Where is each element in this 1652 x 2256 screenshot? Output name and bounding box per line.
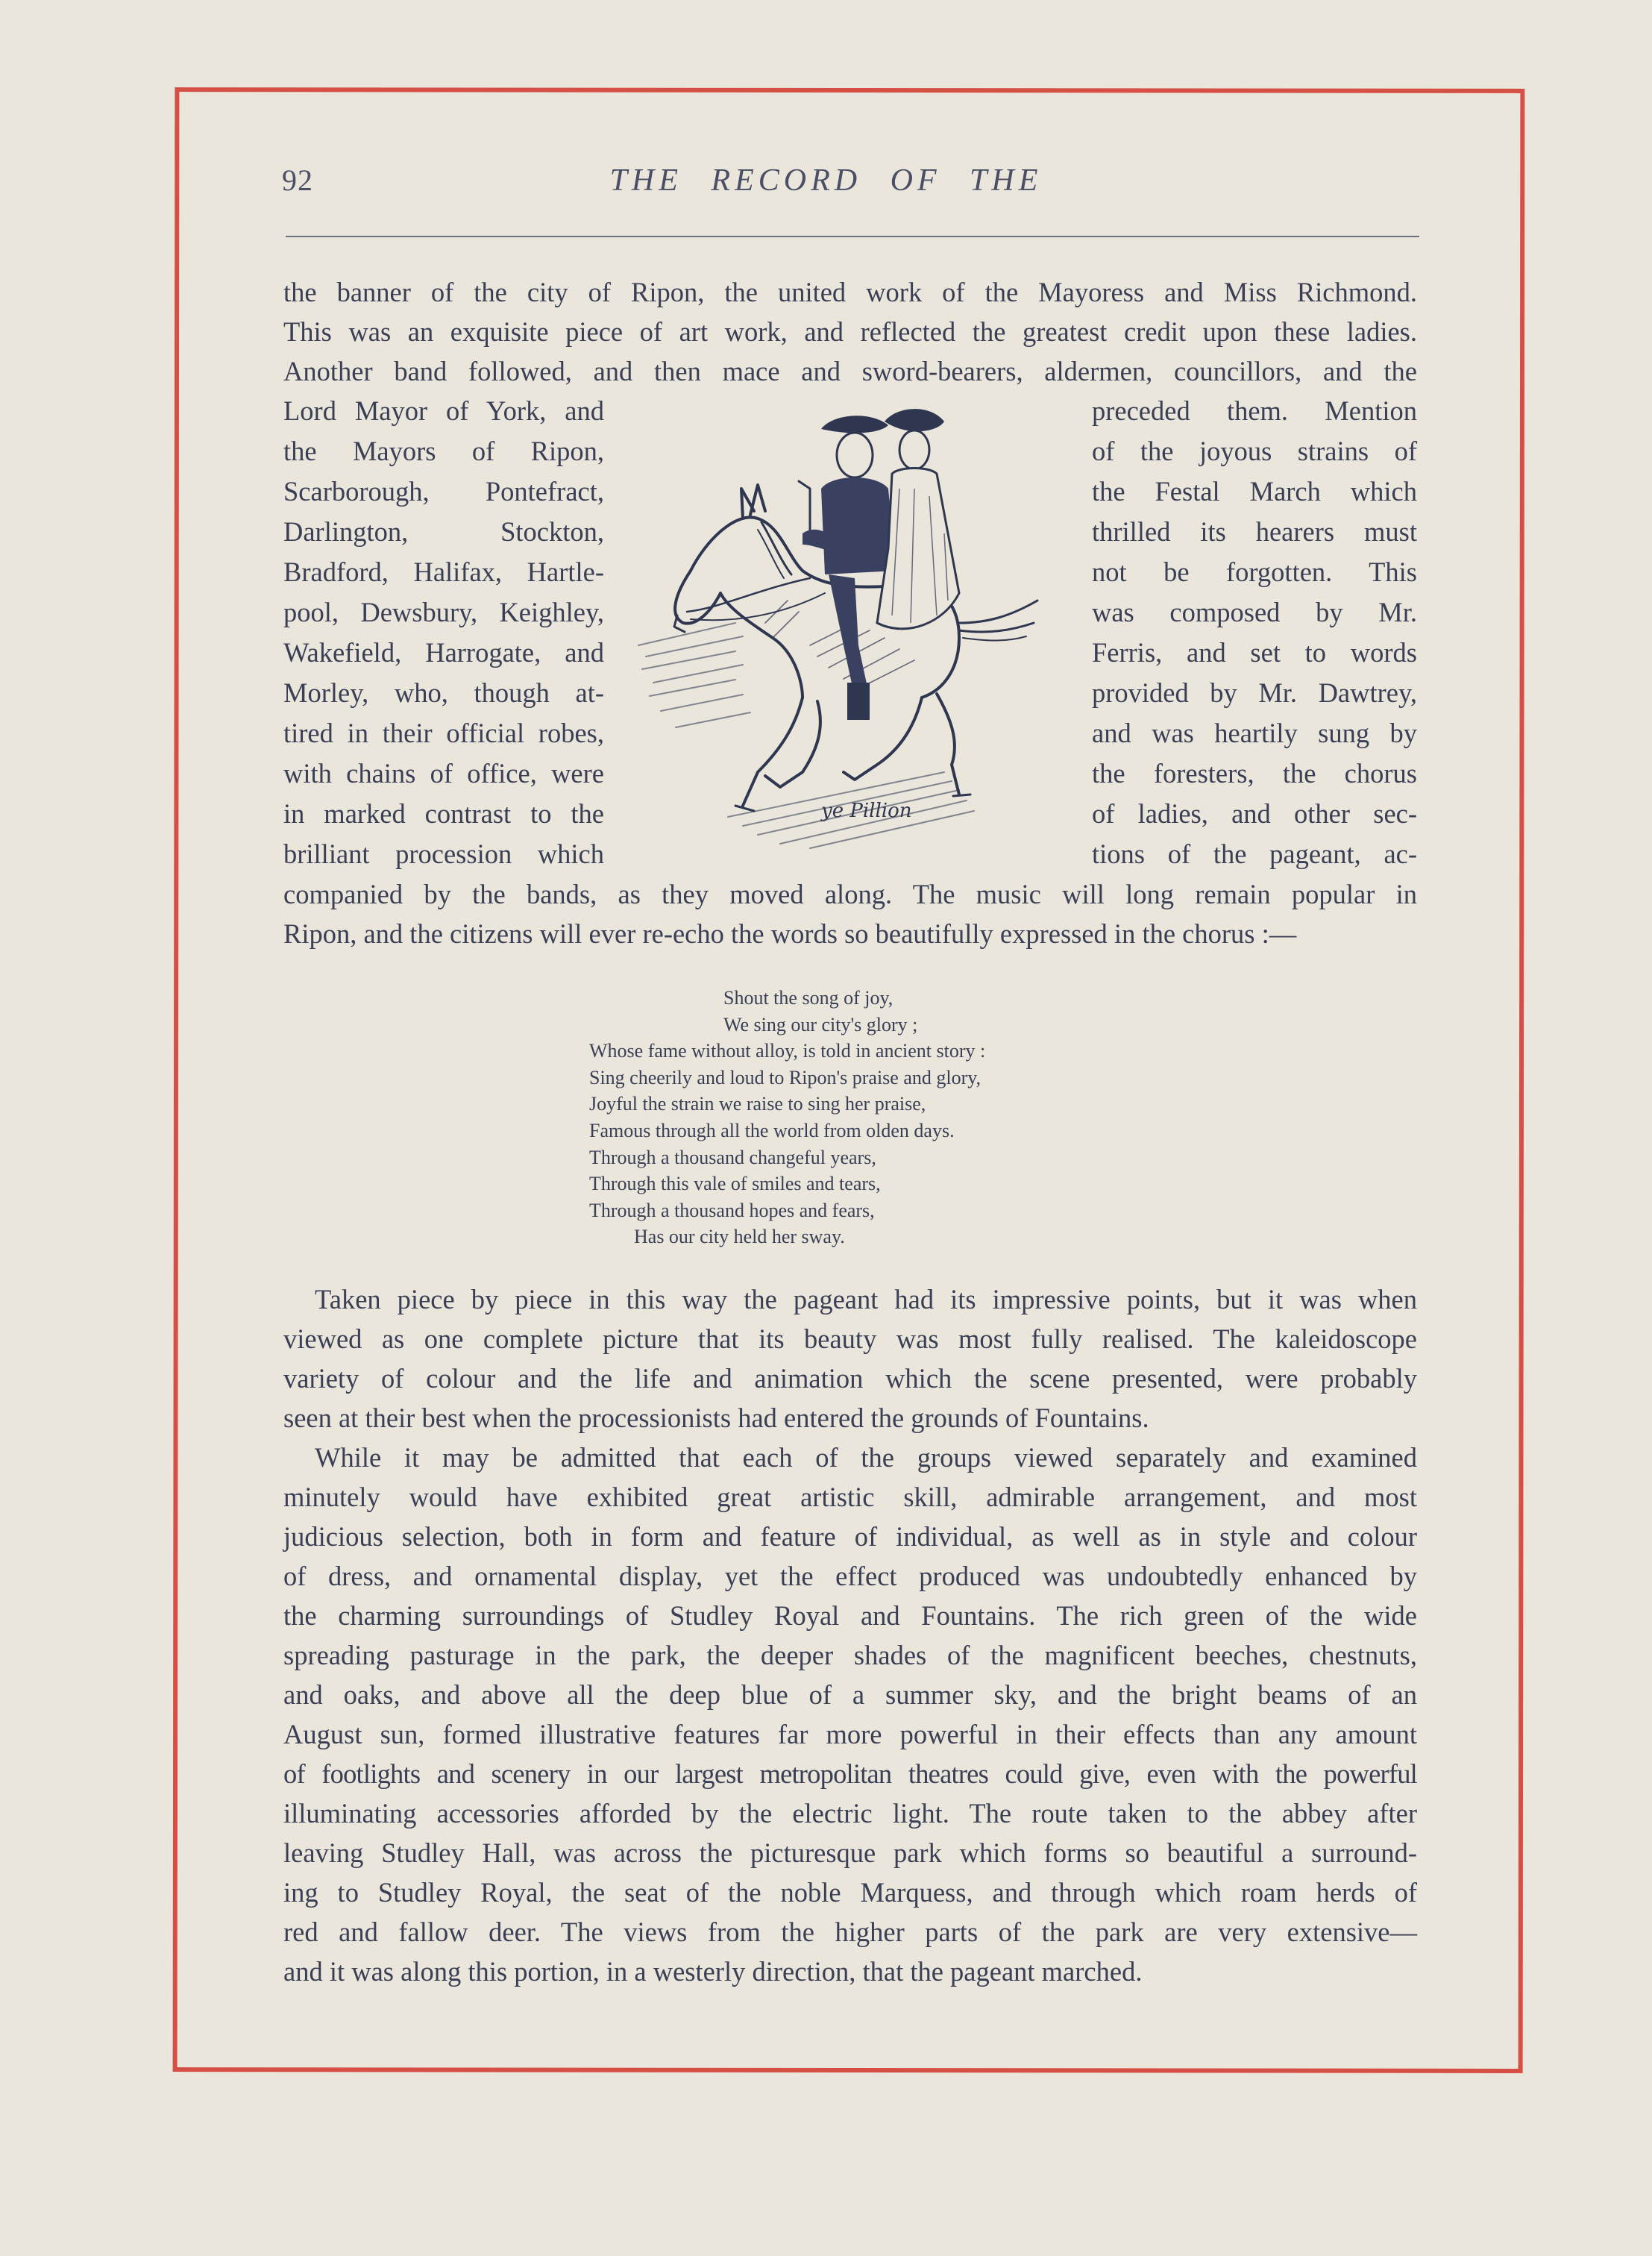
right-column-line: the Festal March which: [1092, 476, 1417, 507]
right-column-line: thrilled its hearers must: [1092, 516, 1417, 547]
text-line: August sun, formed illustrative features far more powerful in their effects than any amount: [283, 1719, 1417, 1749]
left-column-line: in marked contrast to the: [283, 798, 604, 829]
page-number: 92: [282, 163, 313, 197]
text-line: Taken piece by piece in this way the pageant had its impressive points, but it was when: [315, 1284, 1417, 1315]
left-column-line: Bradford, Halifax, Hartle-: [283, 557, 604, 587]
poem-line: Through this vale of smiles and tears,: [589, 1173, 881, 1195]
chorus-poem: [589, 985, 985, 1250]
poem-line: Through a thousand changeful years,: [589, 1146, 876, 1168]
left-column-line: Wakefield, Harrogate, and: [283, 637, 604, 668]
right-column-line: Ferris, and set to words: [1092, 637, 1417, 668]
text-line: and it was along this portion, in a westerly direction, that the pageant marched.: [283, 1956, 1143, 1987]
text-line: Another band followed, and then mace and sword-bearers, aldermen, councillors, and the: [283, 356, 1417, 386]
right-column-line: of ladies, and other sec-: [1092, 798, 1417, 829]
right-column-line: preceded them. Mention: [1092, 395, 1417, 426]
right-column-line: tions of the pageant, ac-: [1092, 839, 1417, 869]
horse-riders-sketch: [631, 399, 1078, 854]
text-line: red and fallow deer. The views from the higher parts of the park are very extensive—: [283, 1917, 1417, 1947]
poem-line: Through a thousand hopes and fears,: [589, 1199, 875, 1221]
right-column-line: was composed by Mr.: [1092, 597, 1417, 627]
right-column-line: the foresters, the chorus: [1092, 758, 1417, 789]
left-column-line: tired in their official robes,: [283, 718, 604, 748]
left-column-line: Morley, who, though at-: [283, 677, 604, 708]
horse-rider-illustration: [631, 399, 1078, 854]
text-line: the charming surroundings of Studley Royal and Fountains. The rich green of the wide: [283, 1600, 1417, 1631]
text-line: spreading pasturage in the park, the deeper shades of the magnificent beeches, chestnuts,: [283, 1640, 1417, 1670]
poem-line: Has our city held her sway.: [634, 1226, 845, 1248]
illustration-signature: ye Pillion: [821, 800, 912, 822]
right-column-line: and was heartily sung by: [1092, 718, 1417, 748]
poem-line: We sing our city's glory ;: [723, 1013, 918, 1035]
text-line: Ripon, and the citizens will ever re-echo the words so beautifully expressed in the chorus :—: [283, 918, 1297, 949]
text-line: ing to Studley Royal, the seat of the noble Marquess, and through which roam herds of: [283, 1877, 1417, 1908]
poem-line: Whose fame without alloy, is told in ancient story :: [589, 1040, 986, 1062]
text-line: seen at their best when the processionists had entered the grounds of Fountains.: [283, 1403, 1149, 1433]
text-line: This was an exquisite piece of art work, and reflected the greatest credit upon these ladies.: [283, 316, 1417, 347]
poem-line: Sing cheerily and loud to Ripon's praise and glory,: [589, 1066, 982, 1088]
text-line: leaving Studley Hall, was across the picturesque park which forms so beautiful a surround-: [283, 1837, 1417, 1868]
left-column-line: with chains of office, were: [283, 758, 604, 789]
left-column-line: Scarborough, Pontefract,: [283, 476, 604, 507]
poem-line: Shout the song of joy,: [723, 987, 893, 1009]
right-column-line: not be forgotten. This: [1092, 557, 1417, 587]
text-line: of dress, and ornamental display, yet the effect produced was undoubtedly enhanced by: [283, 1561, 1417, 1591]
page-header: [0, 163, 1652, 207]
text-line: minutely would have exhibited great artistic skill, admirable arrangement, and most: [283, 1482, 1417, 1512]
running-title: THE RECORD OF THE: [609, 163, 1043, 198]
text-line: While it may be admitted that each of the groups viewed separately and examined: [315, 1442, 1417, 1473]
left-column-line: brilliant procession which: [283, 839, 604, 869]
text-line: viewed as one complete picture that its beauty was most fully realised. The kaleidoscope: [283, 1323, 1417, 1354]
text-line: variety of colour and the life and animation which the scene presented, were probably: [283, 1363, 1417, 1394]
poem-line: Joyful the strain we raise to sing her praise,: [589, 1093, 926, 1115]
text-line: of footlights and scenery in our largest metropolitan theatres could give, even with the powerful: [283, 1758, 1417, 1789]
text-line: judicious selection, both in form and feature of individual, as well as in style and colour: [283, 1521, 1417, 1552]
left-column-line: pool, Dewsbury, Keighley,: [283, 597, 604, 627]
poem-line: Famous through all the world from olden days.: [589, 1119, 955, 1141]
text-line: and oaks, and above all the deep blue of a summer sky, and the bright beams of an: [283, 1679, 1417, 1710]
text-line: the banner of the city of Ripon, the united work of the Mayoress and Miss Richmond.: [283, 277, 1417, 307]
right-column-line: of the joyous strains of: [1092, 436, 1417, 466]
header-rule: [286, 236, 1419, 237]
left-column-line: the Mayors of Ripon,: [283, 436, 604, 466]
right-column-line: provided by Mr. Dawtrey,: [1092, 677, 1417, 708]
text-line: illuminating accessories afforded by the electric light. The route taken to the abbey after: [283, 1798, 1417, 1829]
left-column-line: Darlington, Stockton,: [283, 516, 604, 547]
left-column-line: Lord Mayor of York, and: [283, 395, 604, 426]
text-line: companied by the bands, as they moved along. The music will long remain popular in: [283, 879, 1417, 909]
